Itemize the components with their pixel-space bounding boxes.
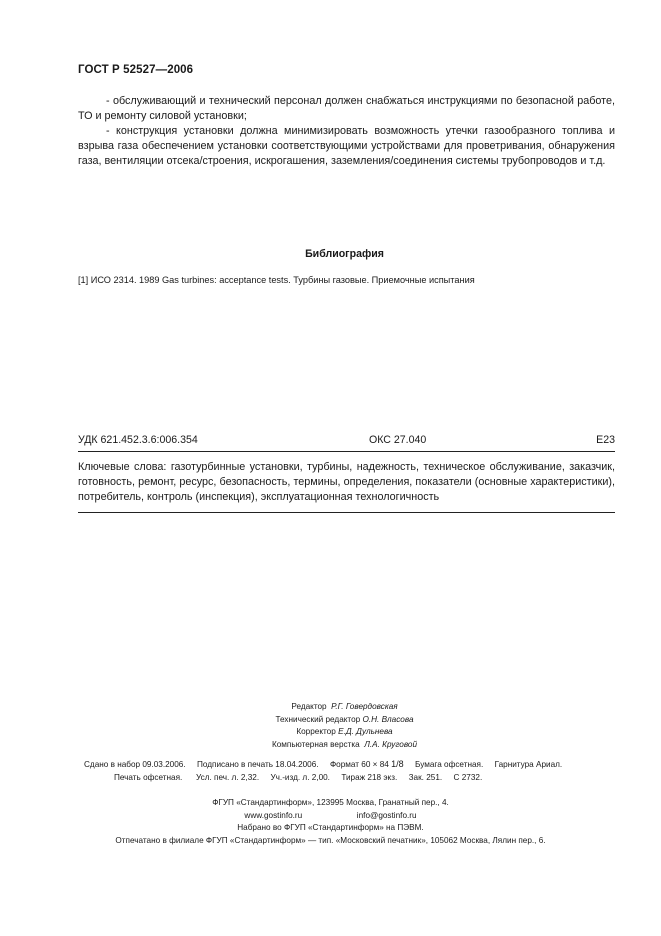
print-method: Печать офсетная. (114, 773, 183, 782)
print-run: Тираж 218 экз. (341, 773, 398, 782)
credits-block (14, 701, 661, 751)
imprint-block (0, 797, 661, 847)
format-fraction: 1/8 (391, 759, 404, 769)
credit-layout: Компьютерная верстка Л.А. Круговой (271, 739, 418, 749)
paper: Бумага офсетная. (415, 760, 484, 769)
oks-code: ОКС 27.040 (369, 434, 427, 446)
sent-date: Сдано в набор 09.03.2006. (84, 760, 186, 769)
format: Формат 60 × 84 (329, 760, 389, 769)
credit-corrector: Корректор Е.Д. Дульнева (296, 727, 393, 737)
credit-editor: Редактор Р.Г. Говердовская (291, 702, 398, 711)
order-number: Зак. 251. (408, 773, 443, 782)
publishing-line-2 (114, 773, 482, 782)
class-code: Е23 (596, 434, 615, 446)
paragraph-2: - конструкция установки должна минимизировать возможность утечки газообразного топлива и взрыва газа обеспечением установки соответствующими устройствами для проветривания, обнаружения газа, вентиляции отсека/строения, искрогашения, заземления/соединения системы трубопроводов и т.д. (78, 125, 615, 168)
credit-tech-editor: Технический редактор О.Н. Власова (275, 714, 414, 724)
order-code: С 2732. (453, 773, 483, 782)
imprint-line-4: Отпечатано в филиале ФГУП «Стандартинформ» — тип. «Московский печатник», 105062 Москва, Лялин пер., 6. (115, 835, 546, 845)
keywords: Ключевые слова: газотурбинные установки, турбины, надежность, техническое обслуживание, заказчик, готовность, ремонт, ресурс, безопасность, термины, определения, показатели (основные характеристики), потребитель, контроль (инспекция), эксплуатационная технологичность (78, 461, 615, 504)
imprint-line-2: www.gostinfo.ru info@gostinfo.ru (244, 810, 417, 820)
edit-sheets: Уч.-изд. л. 2,00. (270, 773, 330, 782)
paragraph-1: - обслуживающий и технический персонал должен снабжаться инструкциями по безопасной работе, ТО и ремонту силовой установки; (78, 95, 615, 123)
bibliography-item: [1] ИСО 2314. 1989 Gas turbines: acceptance tests. Турбины газовые. Приемочные испытания (78, 275, 475, 285)
divider-top (78, 451, 615, 452)
publishing-line-1 (84, 759, 562, 769)
signed-date: Подписано в печать 18.04.2006. (197, 760, 319, 769)
bibliography-title: Библиография (305, 248, 384, 260)
print-sheets: Усл. печ. л. 2,32. (195, 773, 260, 782)
page-header: ГОСТ Р 52527—2006 (78, 64, 194, 76)
divider-bottom (78, 512, 615, 513)
udk-code: УДК 621.452.3.6:006.354 (78, 434, 198, 446)
typeface: Гарнитура Ариал. (494, 760, 563, 769)
imprint-line-3: Набрано во ФГУП «Стандартинформ» на ПЭВМ. (237, 823, 424, 833)
imprint-line-1: ФГУП «Стандартинформ», 123995 Москва, Гранатный пер., 4. (212, 798, 449, 807)
